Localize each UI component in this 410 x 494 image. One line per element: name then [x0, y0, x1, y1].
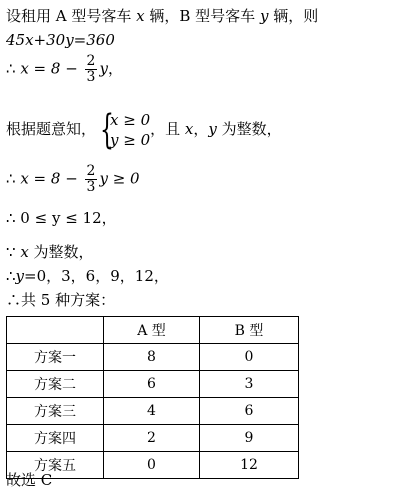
fraction-numerator: 2 [86, 163, 96, 179]
fraction-numerator: 2 [86, 53, 96, 69]
table-cell: 12 [200, 452, 299, 479]
table-cell: 0 [200, 344, 299, 371]
table-cell: 方案三 [7, 398, 104, 425]
text-segment: 为整数， [28, 243, 94, 261]
fraction [85, 54, 98, 85]
table-cell: 6 [104, 371, 200, 398]
text-segment: 为整数， [216, 120, 282, 138]
therefore-symbol: ∴ [6, 169, 21, 188]
table-cell: 8 [104, 344, 200, 371]
table-header-row [7, 317, 299, 344]
text-segment: 根据题意知， [6, 120, 97, 138]
range-line: ∴ 0 ≤ y ≤ 12， [6, 209, 117, 227]
table-cell: 2 [104, 425, 200, 452]
var-x: x [20, 243, 29, 261]
inequality-line [6, 164, 140, 195]
fraction-denominator: 3 [86, 69, 96, 85]
equation-line: 45x+30y=360 [6, 31, 115, 49]
table-cell: 4 [104, 398, 200, 425]
table-header-cell [7, 317, 104, 344]
var-y: y [208, 120, 217, 138]
system-row: x ≥ 0 [110, 111, 151, 129]
var-y: y [99, 59, 108, 78]
table-cell: 6 [200, 398, 299, 425]
text-segment: ， [193, 120, 209, 138]
solve-x-line [6, 54, 123, 85]
system-row: y ≥ 0 [110, 131, 151, 149]
table-header-cell: B 型 [200, 317, 299, 344]
plan-count-line: ∴共 5 种方案： [6, 291, 116, 309]
intro-line [6, 6, 318, 26]
table-cell: 0 [104, 452, 200, 479]
expr-part: x = 8 − [20, 59, 83, 78]
answer-line: 故选 C [6, 471, 53, 489]
therefore-symbol: ∴ [6, 59, 21, 78]
var-y: y [259, 7, 269, 25]
var-y: y [15, 267, 25, 285]
text-segment: 辆，B 型号客车 [144, 7, 260, 25]
values-line [6, 266, 169, 286]
table-cell: 方案五 [7, 452, 104, 479]
var-x: x [136, 7, 145, 25]
table-cell: 方案四 [7, 425, 104, 452]
plan-table [6, 316, 299, 479]
table-row [7, 344, 299, 371]
text-segment: 设租用 A 型号客车 [6, 7, 137, 25]
constraint-line [6, 107, 282, 153]
fraction [85, 164, 98, 195]
table-header-cell: A 型 [104, 317, 200, 344]
var-x: x [184, 120, 194, 138]
text-segment: ， [107, 59, 123, 78]
fraction-denominator: 3 [86, 179, 96, 195]
table-cell: 方案二 [7, 371, 104, 398]
table-row [7, 398, 299, 425]
table-row [7, 425, 299, 452]
integer-line [6, 242, 94, 262]
therefore-symbol: ∴ [6, 267, 16, 285]
text-segment: 辆，则 [268, 7, 319, 25]
text-segment: =0，3，6，9，12， [24, 267, 169, 285]
brace-icon: { [100, 107, 115, 153]
because-symbol: ∵ [6, 243, 21, 261]
text-segment: ，且 [150, 120, 185, 138]
expr-part: y ≥ 0 [99, 169, 140, 188]
inequality-system [100, 107, 151, 153]
table-cell: 方案一 [7, 344, 104, 371]
table-cell: 9 [200, 425, 299, 452]
table-row [7, 371, 299, 398]
table-cell: 3 [200, 371, 299, 398]
expr-part: x = 8 − [20, 169, 83, 188]
